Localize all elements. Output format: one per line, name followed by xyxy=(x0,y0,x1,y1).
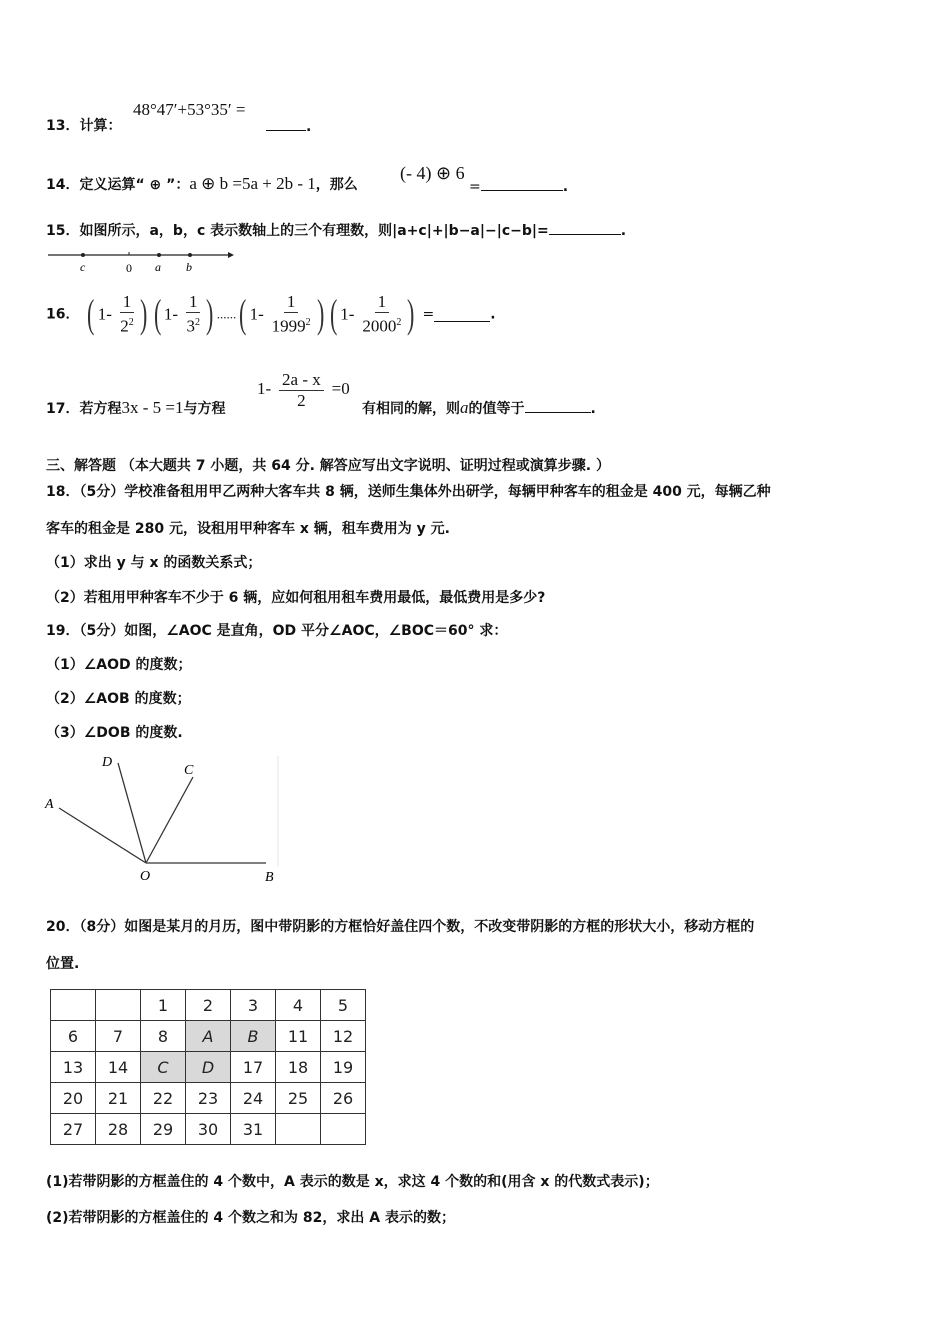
calendar-table xyxy=(50,989,366,1145)
q20-line-1: 20．（8分）如图是某月的月历，图中带阴影的方框恰好盖住四个数，不改变带阴影的方框的形状大小，移动方框的 xyxy=(46,919,755,935)
q19-part-2: （2）∠AOB 的度数； xyxy=(46,691,191,707)
q16-fraction-3: $\frac{1}{1999^2}$ xyxy=(271,292,311,336)
number-line-figure xyxy=(46,246,246,276)
q14-definition: a ⊕ b =5a + 2b - 1 xyxy=(189,174,316,193)
svg-text:A: A xyxy=(45,797,54,812)
svg-text:a: a xyxy=(155,260,161,274)
svg-text:C: C xyxy=(184,763,194,778)
question-14: 14．定义运算“ ⊕ ”：a ⊕ b =5a + 2b - 1，那么 xyxy=(46,174,358,193)
calendar-row: 20 21 22 23 24 25 26 xyxy=(51,1083,366,1114)
q17-equation-1: 3x - 5 =1 xyxy=(121,398,184,417)
shaded-cell-d: D xyxy=(186,1052,231,1083)
calendar-row: 6 7 8 A B 11 12 xyxy=(51,1021,366,1052)
q16-fraction-4: $\frac{1}{2000^2}$ xyxy=(362,292,402,336)
q14-answer-blank: = . xyxy=(469,176,568,197)
svg-text:D: D xyxy=(102,755,113,770)
q20-line-2: 位置. xyxy=(46,956,80,972)
q17-tail: 有相同的解，则a的值等于 . xyxy=(362,398,596,417)
q17-equation-2: 1- $\frac{2a - x}{2}$ =0 xyxy=(257,370,350,410)
q18-line-2: 客车的租金是 280 元，设租用甲种客车 x 辆，租车费用为 y 元. xyxy=(46,521,450,537)
q19-part-3: （3）∠DOB 的度数. xyxy=(46,725,183,741)
section-3-heading: 三、解答题 （本大题共 7 小题，共 64 分. 解答应写出文字说明、证明过程或演算步骤. ） xyxy=(46,458,610,474)
calendar-row: 27 28 29 30 31 xyxy=(51,1114,366,1145)
angle-figure xyxy=(40,748,290,888)
q13-label: 计算： xyxy=(79,118,122,134)
svg-text:O: O xyxy=(140,869,151,884)
question-13 xyxy=(46,116,121,136)
question-17: 17．若方程3x - 5 =1与方程 xyxy=(46,398,226,417)
q18-line-1: 18．（5分）学校准备租用甲乙两种大客车共 8 辆，送师生集体外出研学，每辆甲种客车的租金是 400 元，每辆乙种 xyxy=(46,484,771,500)
question-15: 15．如图所示，a，b，c 表示数轴上的三个有理数，则|a+c|+|b−a|−|c−b|= . xyxy=(46,220,626,241)
shaded-cell-c: C xyxy=(141,1052,186,1083)
q16-fraction-2: $\frac{1}{3^2}$ xyxy=(186,292,200,336)
q20-part-2: (2)若带阴影的方框盖住的 4 个数之和为 82，求出 A 表示的数； xyxy=(46,1210,455,1226)
q13-expression: 48°47′+53°35′ = xyxy=(133,100,246,119)
svg-text:0: 0 xyxy=(126,261,132,275)
svg-text:c: c xyxy=(80,260,86,274)
shaded-cell-a: A xyxy=(186,1021,231,1052)
q13-number: 13． xyxy=(46,118,80,134)
q16-fraction-1: $\frac{1}{2^2}$ xyxy=(120,292,134,336)
svg-text:b: b xyxy=(186,260,192,274)
q18-part-2: （2）若租用甲种客车不少于 6 辆，应如何租用租车费用最低，最低费用是多少? xyxy=(46,590,546,606)
q18-part-1: （1）求出 y 与 x 的函数关系式； xyxy=(46,555,262,571)
q19-part-1: （1）∠AOD 的度数； xyxy=(46,657,192,673)
q14-expression: (- 4) ⊕ 6 xyxy=(400,163,465,183)
shaded-cell-b: B xyxy=(231,1021,276,1052)
q20-part-1: (1)若带阴影的方框盖住的 4 个数中，A 表示的数是 x，求这 4 个数的和(用含 x 的代数式表示)； xyxy=(46,1174,659,1190)
calendar-row: 1 2 3 4 5 xyxy=(51,990,366,1021)
question-16: 16． ( 1- $\frac{1}{2^2}$ ) ( 1- $\frac{1}{3^2}$ ) ......( 1- $\frac{1}{1999^2}$ ) ( 1- $\frac{1}{2000^2}$ ) = . xyxy=(46,291,496,337)
svg-text:B: B xyxy=(265,870,274,885)
calendar-row: 13 14 C D 17 18 19 xyxy=(51,1052,366,1083)
q13-answer-blank: . xyxy=(266,116,311,137)
q15-text: 如图所示，a，b，c 表示数轴上的三个有理数，则|a+c|+|b−a|−|c−b|= xyxy=(79,223,549,239)
q19-line-1: 19．（5分）如图，∠AOC 是直角，OD 平分∠AOC，∠BOC＝60° 求： xyxy=(46,623,508,639)
q14-label: 定义运算“ ⊕ ” xyxy=(79,177,176,193)
